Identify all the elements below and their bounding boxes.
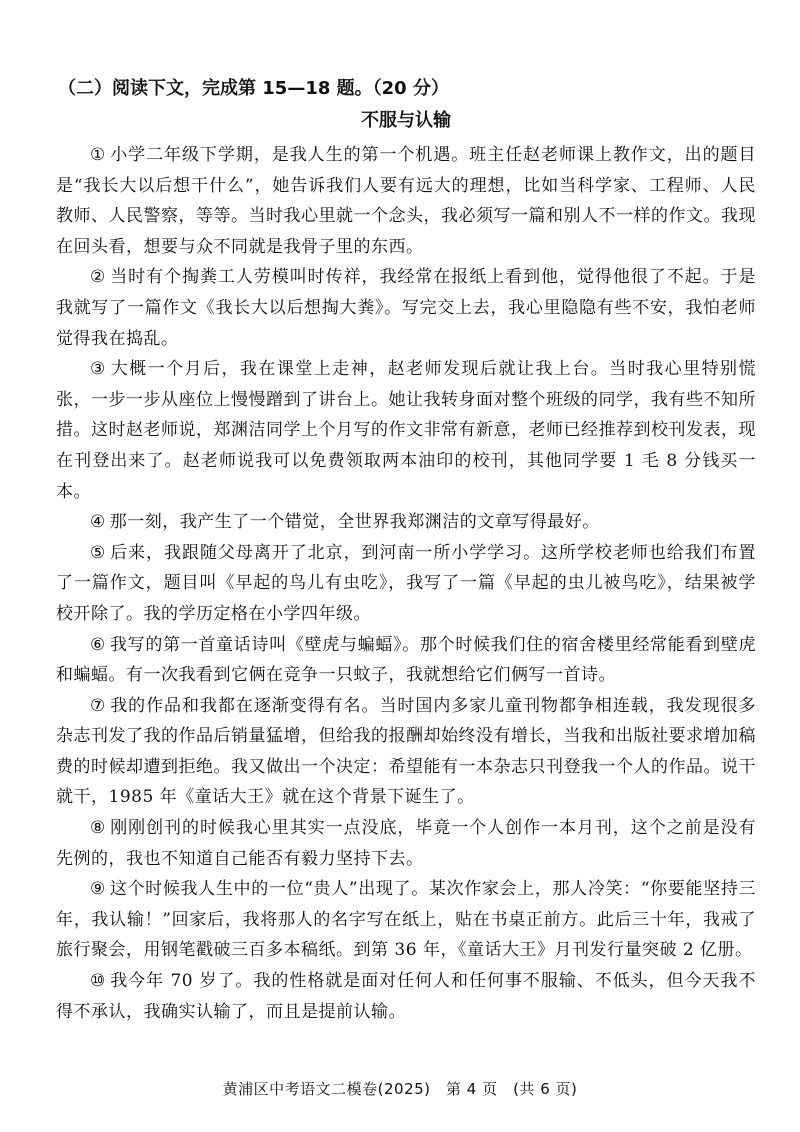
paragraph-text: 小学二年级下学期，是我人生的第一个机遇。班主任赵老师课上教作文，出的题目是“我长大以后想干什么”，她告诉我们人要有远大的理想，比如当科学家、工程师、人民教师、人民警察，等等。当时我心里就一个念头，我必须写一篇和别人不一样的作文。我现在回头看，想要与众不同就是我骨子里的东西。	[56, 145, 757, 257]
paragraph-number: ⑧	[90, 818, 107, 839]
paragraph-text: 我写的第一首童话诗叫《壁虎与蝙蝠》。那个时候我们住的宿舍楼里经常能看到壁虎和蝙蝠。有一次我看到它俩在竞争一只蚊子，我就想给它们俩写一首诗。	[56, 634, 756, 686]
article-title: 不服与认输	[361, 110, 451, 131]
paragraph-number: ④	[90, 512, 106, 533]
paragraph-number: ⑤	[90, 542, 107, 563]
paragraph-4	[56, 507, 756, 538]
paragraph-1	[56, 140, 756, 262]
paragraph-text: 我今年 70 岁了。我的性格就是面对任何人和任何事不服输、不低头，但今天我不得不承认，我确实认输了，而且是提前认输。	[56, 971, 756, 1022]
paragraph-number: ③	[90, 359, 107, 380]
paragraph-5	[56, 538, 756, 630]
paragraph-10	[56, 966, 756, 1027]
paragraph-6	[56, 630, 756, 691]
paragraph-text: 当时有个掏粪工人劳模叫时传祥，我经常在报纸上看到他，觉得他很了不起。于是我就写了一篇作文《我长大以后想掏大粪》。写完交上去，我心里隐隐有些不安，我怕老师觉得我在捣乱。	[56, 267, 757, 349]
paragraph-text: 这个时候我人生中的一位“贵人”出现了。某次作家会上，那人冷笑：“你要能坚持三年，我认输！”回家后，我将那人的名字写在纸上，贴在书桌正前方。此后三十年，我戒了旅行聚会，用钢笔戳破三百多本稿纸。到第 36 年，《童话大王》月刊发行量突破 2 亿册。	[56, 879, 756, 961]
paragraph-2	[56, 262, 756, 354]
paragraph-number: ⑥	[90, 634, 106, 655]
paragraph-number: ⑨	[90, 879, 106, 900]
page-footer: 黄浦区中考语文二模卷(2025) 第 4 页 (共 6 页)	[222, 1080, 578, 1098]
paragraph-text: 那一刻，我产生了一个错觉，全世界我郑渊洁的文章写得最好。	[109, 512, 600, 533]
paragraph-7	[56, 691, 756, 813]
paragraph-text: 后来，我跟随父母离开了北京，到河南一所小学学习。这所学校老师也给我们布置了一篇作文，题目叫《早起的鸟儿有虫吃》，我写了一篇《早起的虫儿被鸟吃》，结果被学校开除了。我的学历定格在小学四年级。	[56, 542, 757, 624]
paragraph-number: ⑦	[90, 695, 107, 716]
paragraph-8	[56, 813, 756, 874]
paragraph-number: ②	[90, 267, 107, 288]
section-header: （二）阅读下文，完成第 15—18 题。（20 分）	[58, 78, 449, 99]
paragraph-text: 我的作品和我都在逐渐变得有名。当时国内多家儿童刊物都争相连载，我发现很多杂志刊发了我的作品后销量猛增，但给我的报酬却始终没有增长，当我和出版社要求增加稿费的时候却遭到拒绝。我又做出一个决定：希望能有一本杂志只刊登我一个人的作品。说干就干，1985 年《童话大王》就在这个背景下诞生了。	[56, 695, 757, 808]
paragraph-9	[56, 874, 756, 966]
reading-passage	[56, 74, 756, 1027]
paragraph-3	[56, 354, 756, 507]
paragraph-number: ①	[90, 145, 107, 165]
paragraph-number: ⑩	[90, 971, 107, 992]
paragraph-text: 大概一个月后，我在课堂上走神，赵老师发现后就让我上台。当时我心里特别慌张，一步一步从座位上慢慢蹭到了讲台上。她让我转身面对整个班级的同学，我有些不知所措。这时赵老师说，郑渊洁同学上个月写的作文非常有新意，老师已经推荐到校刊发表，现在刊登出来了。赵老师说我可以免费领取两本油印的校刊，其他同学要 1 毛 8 分钱买一本。	[56, 359, 757, 502]
paragraph-text: 刚刚创刊的时候我心里其实一点没底，毕竟一个人创作一本月刊，这个之前是没有先例的，我也不知道自己能否有毅力坚持下去。	[56, 818, 757, 869]
